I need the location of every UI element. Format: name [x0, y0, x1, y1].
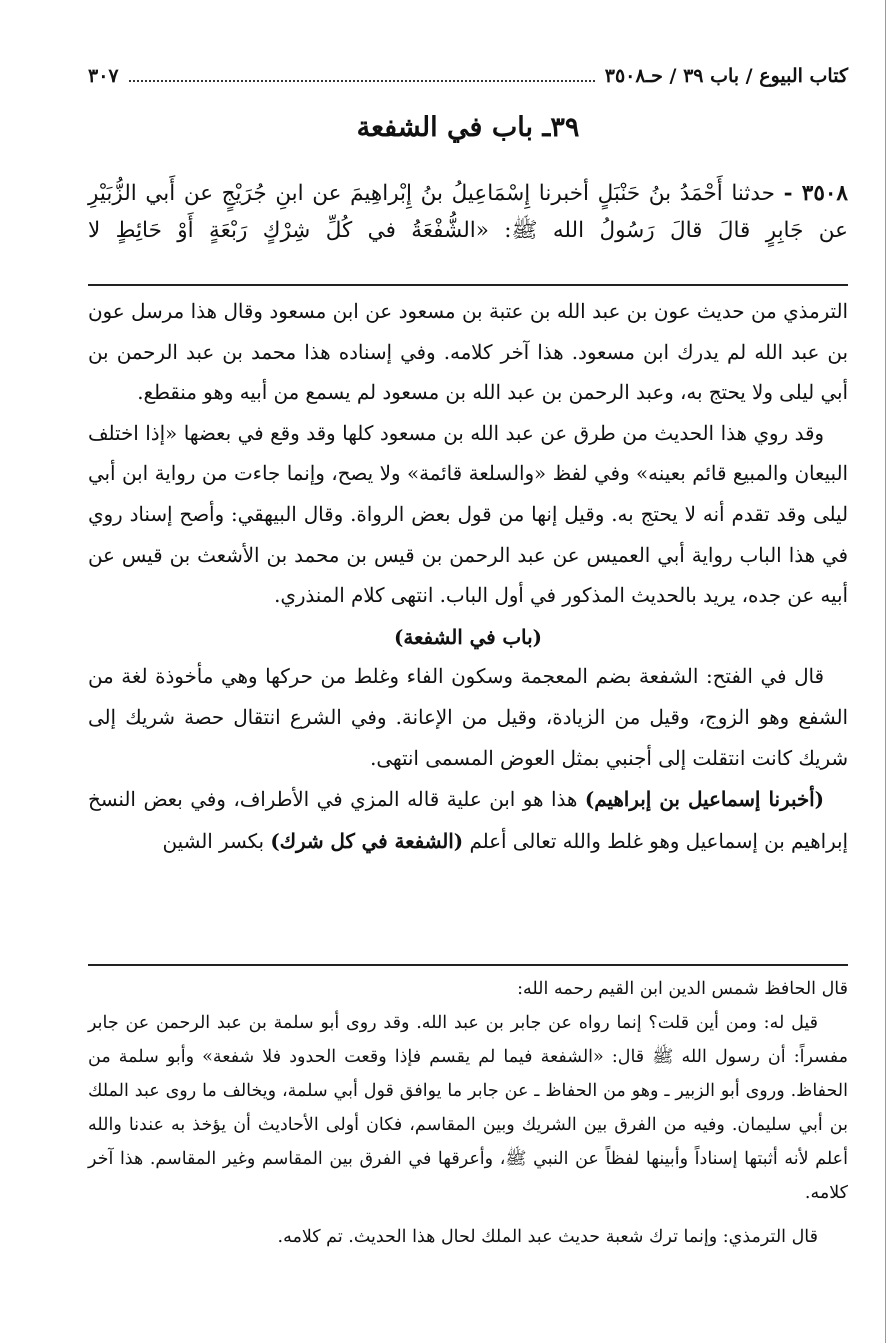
commentary-block [88, 292, 848, 862]
top-divider [88, 284, 848, 286]
commentary-paragraph-3: قال في الفتح: الشفعة بضم المعجمة وسكون الفاء وغلط من حركها وهي مأخوذة لغة من الشفع وهو الزوج، وقيل من الزيادة، وقيل من الإعانة. وفي الشرع انتقال حصة شريك إلى شريك كانت انتقلت إلى أجنبي بمثل العوض المسمى انتهى. [88, 665, 848, 770]
footnote-paragraph-1: قيل له: ومن أين قلت؟ إنما رواه عن جابر بن عبد الله. وقد روى أبو سلمة بن عبد الرحمن عن جابر مفسراً: أن رسول الله ﷺ قال: «الشفعة فيما لم يقسم فإذا وقعت الحدود فلا شفعة» وأبو سلمة من الحفاظ. وروى أبو الزبير ـ وهو من الحفاظ ـ عن جابر ما يوافق قول أبي سلمة، ويخالف ما روى عبد الملك بن أبي سليمان. وفيه من الفرق بين الشريك وبين المقاسم، فكان أولى الأحاديث أن يؤخذ به عندنا والله أعلم لأنه أثبتها إسناداً وأبينها لفظاً عن النبي ﷺ، وأعرقها في الفرق بين المقاسم وغير المقاسم. هذا آخر كلامه. [88, 1013, 848, 1203]
paragraph-4-text-b: بكسر الشين [162, 829, 271, 853]
chapter-title: ٣٩ـ باب في الشفعة [356, 112, 580, 143]
footnote-block [88, 972, 848, 1254]
page-edge-line [885, 0, 886, 1343]
book-reference: كتاب البيوع / باب ٣٩ / حـ٣٥٠٨ [604, 65, 848, 87]
hadith-text: حدثنا أَحْمَدُ بنُ حَنْبَلٍ أخبرنا إِسْمَاعِيلُ بنُ إِبْراهِيمَ عن ابنِ جُرَيْجٍ عن أَبي الزُّبَيْرِ عن جَابِرٍ قالَ قالَ رَسُولُ الله ﷺ: «الشُّفْعَةُ في كُلِّ شِرْكٍ رَبْعَةٍ أَوْ حَائِطٍ لا [88, 181, 848, 243]
commentary-paragraph-2: وقد روي هذا الحديث من طرق عن عبد الله بن مسعود كلها وقد وقع في بعضها «إذا اختلف البيعان والمبيع قائم بعينه» وفي لفظ «والسلعة قائمة» ولا يصح، وإنما جاءت من رواية ابن أبي ليلى وقد تقدم أنه لا يحتج به. وقيل إنها من قول بعض الرواة. وقال البيهقي: وأصح إسناد روي في هذا الباب رواية أبي العميس عن عبد الرحمن بن قيس بن محمد بن الأشعث بن قيس عن أبيه عن جده، يريد بالحديث المذكور في أول الباب. انتهى كلام المنذري. [88, 421, 848, 608]
hadith-phrase: (الشفعة في كل شرك) [270, 828, 464, 853]
paragraph-4-text-a: هذا هو ابن علية قاله المزي في الأطراف، وفي بعض النسخ إبراهيم بن إسماعيل وهو غلط والله تعالى أعلم [88, 788, 848, 853]
document-page [88, 0, 848, 1343]
header-leader-dots [129, 70, 595, 82]
running-header [88, 62, 848, 90]
narrator-phrase: (أخبرنا إسماعيل بن إبراهيم) [584, 787, 824, 812]
footnote-intro: قال الحافظ شمس الدين ابن القيم رحمه الله: [517, 979, 848, 999]
footnote-divider [88, 964, 848, 966]
commentary-paragraph-1: الترمذي من حديث عون بن عبد الله بن عتبة بن مسعود عن ابن مسعود وقال هذا مرسل عون بن عبد الله لم يدرك ابن مسعود. هذا آخر كلامه. وفي إسناده هذا محمد بن عبد الرحمن بن أبي ليلى ولا يحتج به، وعبد الرحمن بن عبد الله بن مسعود لم يسمع من أبيه وهو منقطع. [88, 300, 848, 405]
commentary-paragraph-4 [88, 779, 848, 862]
hadith-number: ٣٥٠٨ - [783, 181, 848, 206]
hadith-text-block [88, 175, 848, 249]
page-number: ٣٠٧ [88, 65, 119, 87]
footnote-paragraph-2: قال الترمذي: وإنما ترك شعبة حديث عبد الملك لحال هذا الحديث. تم كلامه. [277, 1227, 818, 1247]
sub-heading: (باب في الشفعة) [394, 624, 542, 649]
